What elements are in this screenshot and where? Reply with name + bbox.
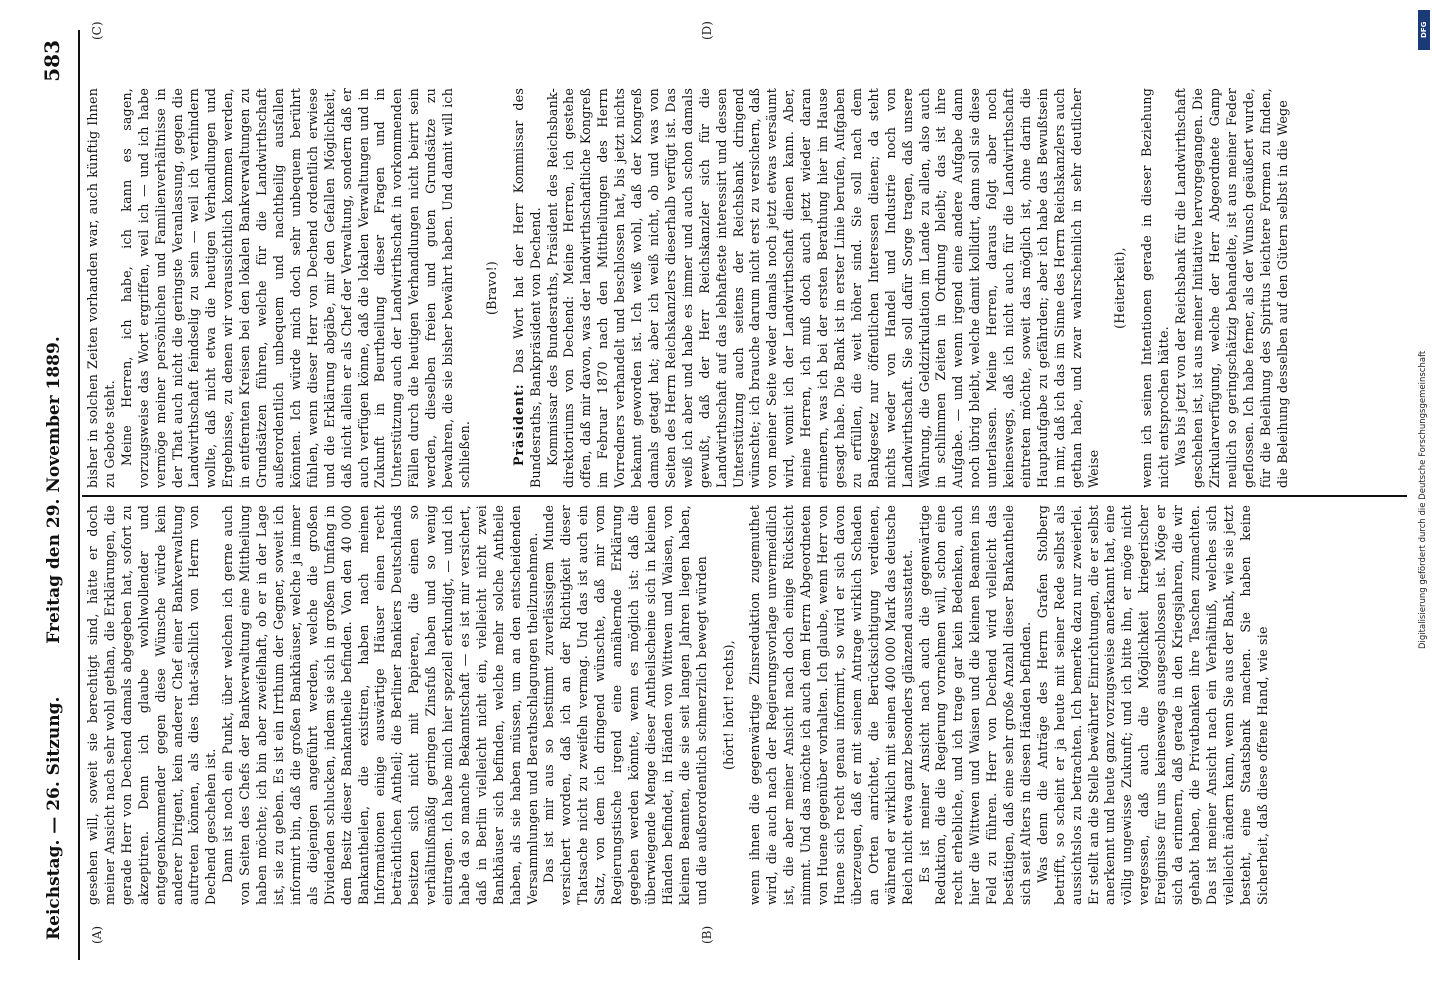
interjection: (Heiterkeit), bbox=[1112, 247, 1128, 329]
page-header bbox=[40, 40, 70, 940]
paragraph: Meine Herren, ich gestehe offen, daß mir davon, was der landwirthschaftliche Kongreß im Februar 1870 nach den Mittheilungen des Herrn Vorredners verhandelt und beschlossen hat, bis jetzt nichts bekannt geworden ist. Ich weiß wohl, daß der Kongreß damals getagt hat; aber ich weiß nicht, ob und was von Seiten des Herrn Reichskanzlers dieserhalb verfügt ist. Das weiß ich aber und habe es immer und auch schon damals gewußt, daß der Herr Reichskanzler sich für die Landwirthschaft auf das lebhafteste interessirt und dessen Unterstützung auch seitens der Reichsbank dringend wünschte; ich brauche darum nicht erst zu versichern, daß von meiner Seite weder damals noch jetzt etwas versäumt wird, womit ich der Landwirthschaft dienen kann. Aber, meine Herren, ich muß doch auch jetzt wieder daran erinnern, was ich bei der ersten Berathung hier im Hause gesagt habe. Die Bank ist in erster Linie berufen, Aufgaben zu erfüllen, die weit höher sind. Sie soll nach dem Bankgesetz nur öffentlichen Interessen dienen; da steht nichts weder von Handel und Industrie noch von Landwirthschaft. Sie soll dafür Sorge tragen, daß unsere Währung, die Geldzirkulation im Lande zu allen, also auch in schlimmen Zeiten in Ordnung bleibt; das ist ihre Aufgabe. — und wenn irgend eine andere Aufgabe dann noch übrig bleibt, welche damit kollidirt, dann soll sie diese unterlassen. Meine Herren, daraus folgt aber noch keineswegs, daß ich nicht auch für die Landwirthschaft eintreten möchte, soweit das möglich ist, ohne darin die Hauptaufgabe zu gefährden; aber ich habe das Bewußtsein in mir, daß ich das im Sinne des Herrn Reichskanzlers auch gethan habe, und zwar wahrscheinlich in sehr deutlicher Weise bbox=[561, 88, 1101, 488]
paragraph: Meine Herren, ich habe, ich kann es sagen, vorzugsweise das Wort ergriffen, weil ich — und ich habe vermöge meiner persönlichen und Familienverhältnisse in der That auch nicht die geringste Veranlassung, gegen die Landwirthschaft feindselig zu sein — weil ich verhindern wollte, daß nicht etwa die heutigen Verhandlungen und Ergebnisse, zu denen wir voraussichtlich kommen werden, in entfernten Kreisen bei den lokalen Bankverwaltungen zu Grundsätzen führen, welche für die Landwirthschaft außerordentlich unbequem und nachtheilig ausfallen könnten. Ich würde mich doch sehr unbequem berührt fühlen, wenn dieser Herr von Dechend ordentlich erwiese und die Erklärung abgäbe, mir den Gefallen Möglichkeit, daß nicht allein er als Chef der Verwaltung, sondern daß er auch verfügen könne, daß die lokalen Verwaltungen und in Zukunft in Beurtheilung dieser Fragen und in Unterstützung auch der Landwirthschaft in vorkommenden Fällen durch die heutigen Verhandlungen nicht beirrt sein werden, dieselben freien und guten Grundsätze zu bewahren, die sie bisher bewährt haben. Und damit will ich schließen. bbox=[118, 88, 472, 488]
paragraph: Das Wort hat der Herr Kommissar des Bundesraths, Bankpräsident von Dechend. bbox=[510, 88, 543, 488]
paragraph: Es ist meiner Ansicht nach auch die gegenwärtige Reduktion, die die Regierung vornehmen will, schon eine recht erhebliche, und ich trage gar kein Bedenken, auch hier die Wittwen und Waisen und die kleinen Beamten ins Feld zu führen. Herr von Dechend wird vielleicht das bestätigen, daß eine sehr große Anzahl dieser Bankantheile sich seit Alters in diesen Händen befinden. bbox=[916, 505, 1033, 905]
marker-a: (A) bbox=[90, 925, 104, 944]
header-date: Freitag den 29. November 1889. bbox=[44, 336, 64, 644]
paragraph: wenn ihnen die gegenwärtige Zinsreduktion zugemuthet wird, die auch nach der Regierungsvorlage unvermeidlich ist, die aber meiner Ansicht nach doch einige Rücksicht nimmt. Und das möchte ich auch dem Herrn Abgeordneten von Huene gegenüber vorhalten. Ich glaube, wenn Herr von Huene sich recht genau informirt, so wird er sich davon überzeugen, daß er mit seinem Antrage wirklich Schaden an Orten anrichtet, die Berücksichtigung verdienen, während er wirklich mit seinen 400 000 Mark das deutsche Reich nicht etwa ganz besonders glänzend ausstattet. bbox=[747, 505, 915, 905]
paragraph: Das ist mir aus so bestimmt zuverlässigem Munde versichert worden, daß ich an der Richtigkeit dieser Thatsache nicht zu zweifeln vermag. Und das ist auch ein Satz, von dem ich dringend wünschte, daß mir vom Regierungstische irgend eine annähernde Erklärung gegeben werden könnte, wenn es möglich ist: daß die überwiegende Menge dieser Antheilscheine sich in kleinen Händen befindet, in Händen von Wittwen und Waisen, von kleinen Beamten, die sie seit langen Jahren liegen haben, und die außerordentlich schmerzlich bewegt würden bbox=[541, 505, 709, 905]
paragraph: Was bis jetzt von der Reichsbank für die Landwirthschaft geschehen ist, ist aus meiner Initiative hervorgegangen. Die Zirkularverfügung, welche der Herr Abgeordnete Gamp neulich so geringschätzig behandelte, ist aus meiner Feder geflossen. Ich habe ferner, als der Wunsch geäußert wurde, für die Beleihung des Spiritus leichtere Formen zu finden, die Beleihung desselben auf den Gütern selbst in die Wege bbox=[1173, 88, 1290, 488]
column-divider bbox=[82, 495, 1407, 497]
column-left bbox=[85, 505, 1272, 905]
page-number: 583 bbox=[40, 40, 64, 82]
dfg-logo: DFG bbox=[1418, 10, 1430, 50]
paragraph: gesehen will, soweit sie berechtigt sind, hätte er doch meiner Ansicht nach sehr wohl gethan, die Erklärungen, die gerade Herr von Dechend damals abgegeben hat, sofort zu akzeptiren. Denn ich glaube wohlwollender und entgegenkommender gegen diese Wünsche würde kein anderer Dirigent, kein anderer Chef einer Bankverwaltung auftreten können, als dies that-sächlich von Herrn von Dechend geschehen ist. bbox=[85, 505, 219, 905]
digitization-credit: Digitalisierung gefördert durch die Deutsche Forschungsgemeinschaft bbox=[1418, 350, 1428, 650]
paragraph: bisher in solchen Zeiten vorhanden war, auch künftig Ihnen zu Gebote steht. bbox=[85, 88, 117, 488]
interjection: (hört! hört! rechts), bbox=[720, 640, 736, 770]
marker-c: (C) bbox=[90, 21, 104, 40]
column-right bbox=[85, 88, 1292, 488]
interjection: (Bravo!) bbox=[483, 261, 499, 315]
speaker-label: Präsident: bbox=[510, 383, 526, 466]
header-rule bbox=[78, 30, 80, 960]
paragraph: Was denn die Anträge des Herrn Grafen Stolberg betrifft, so scheint er ja heute mit seiner Rede selbst als aussichtslos zu betrachten. Ich bemerke dazu nur zweierlei. Er stellt an die Stelle bewährter Einrichtungen, die er selbst anerkennt und heute ganz vorzugsweise anerkannt hat, eine völlig ungewisse Zukunft; und ich bitte ihn, er möge nicht vergessen, daß auch die Möglichkeit kriegerischer Ereignisse für uns keineswegs ausgeschlossen ist. Möge er sich da erinnern, daß gerade in den Kriegsjahren, die wir gehabt haben, die Privatbanken ihre Taschen zumachten. Das ist meiner Ansicht nach ein Verhältniß, welches sich vielleicht ändern kann, wenn Sie aus der Bank, wie sie jetzt besteht, eine Staatsbank machen. Sie haben keine Sicherheit, daß diese offene Hand, wie sie bbox=[1034, 504, 1270, 905]
marker-b: (B) bbox=[700, 925, 714, 944]
paragraph: Dann ist noch ein Punkt, über welchen ich gerne auch von Seiten des Chefs der Bankverwaltung eine Mittheilung haben möchte; ich bin aber zweifelhaft, ob er in der Lage ist, sie zu geben. Es ist ein Irrthum der Gegner, soweit ich informirt bin, daß die großen Bankhäuser, welche ja immer als diejenigen angeführt werden, welche die großen Dividenden schlucken, indem sie sich in großem Umfang in dem Besitz dieser Bankantheile befinden. Von den 40 000 Bankantheilen, die existiren, haben nach meinen Informationen einige auswärtige Häuser einen recht beträchtlichen Antheil; die Berliner Bankiers Deutschlands besitzen sich nicht mit Papieren, die einen so verhältnißmäßig geringen Zinsfuß haben und so wenig eintragen. Ich habe mich hier speziell erkundigt, — und ich habe da so manche Bekanntschaft — es ist mir versichert, daß in Berlin vielleicht nicht ein, vielleicht nicht zwei Bankhäuser sich befinden, welche mehr solche Antheile haben, als sie haben müssen, um an den entscheidenden Versammlungen und Berathschlagungen theilzunehmen. bbox=[220, 505, 540, 905]
paragraph: wenn ich seinen Intentionen gerade in dieser Beziehung nicht entsprochen hätte. bbox=[1139, 88, 1172, 488]
speaker-label: Kommissar des Bundesraths, Präsident des Reichsbank-direktoriums von Dechend: bbox=[544, 88, 577, 488]
marker-d: (D) bbox=[700, 21, 714, 40]
header-left: Reichstag. — 26. Sitzung. bbox=[44, 696, 64, 940]
